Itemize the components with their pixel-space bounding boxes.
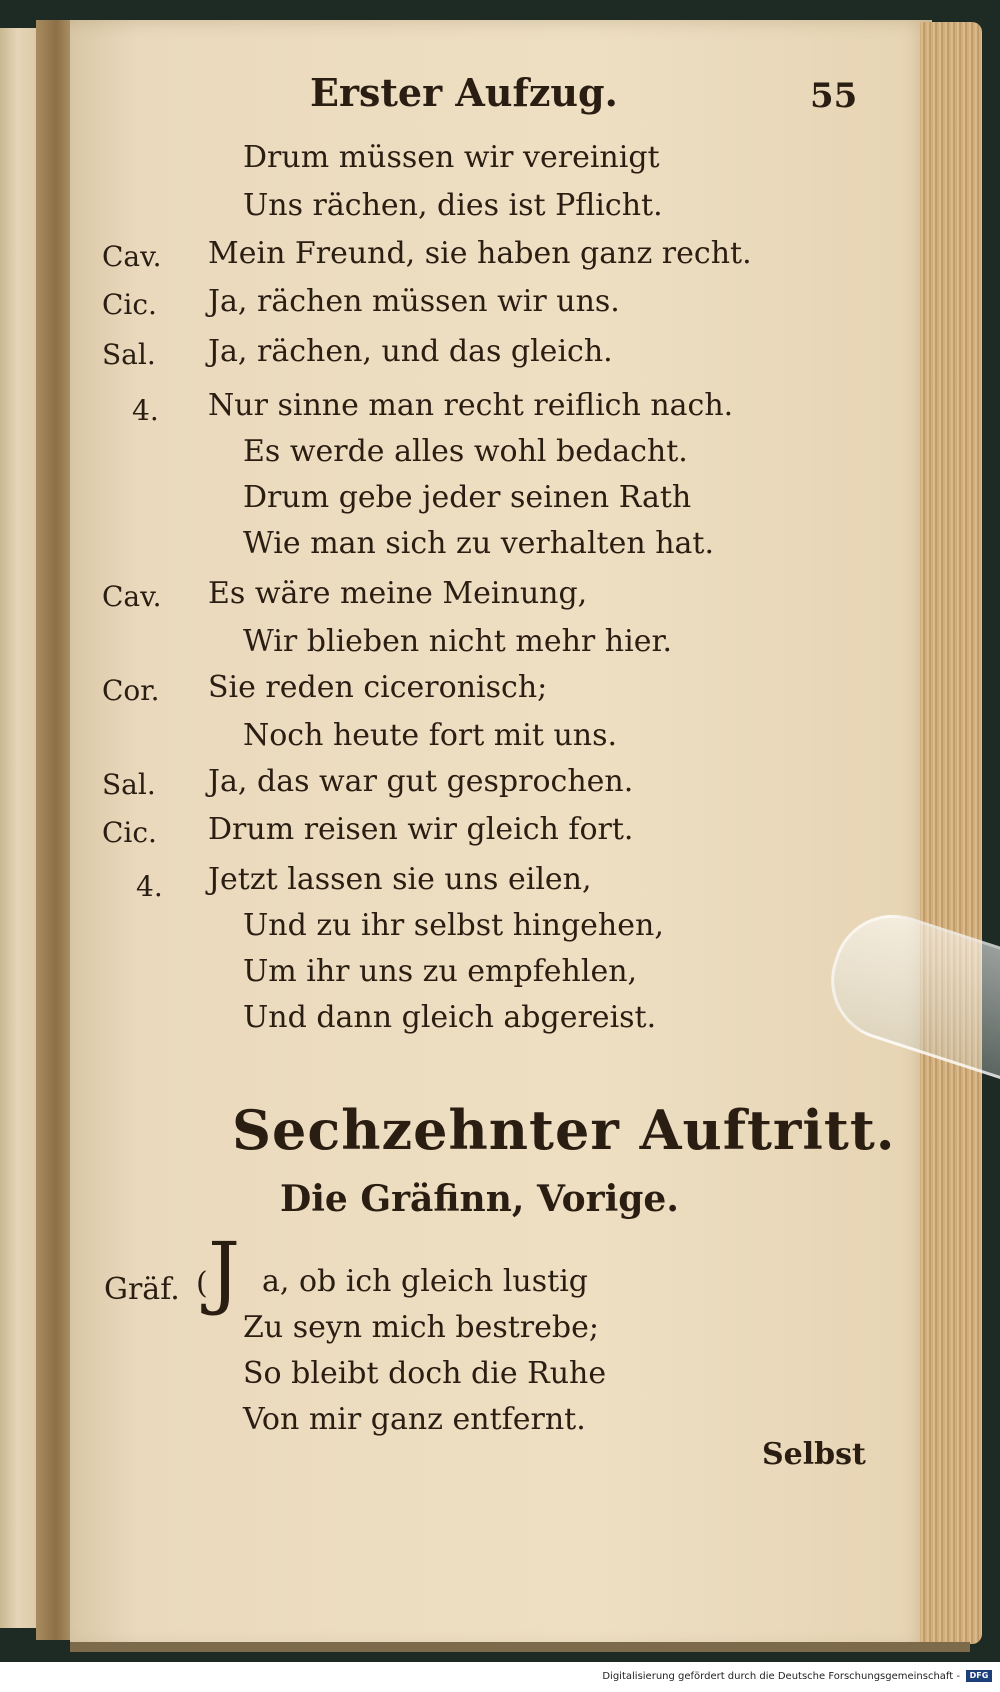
aria-line: Zu seyn mich bestrebe; xyxy=(243,1310,599,1345)
speaker-label: Cic. xyxy=(102,816,157,849)
page-fore-edge xyxy=(920,22,982,1644)
verse-line: Jetzt lassen sie uns eilen, xyxy=(208,862,592,897)
speaker-label: Sal. xyxy=(102,768,156,801)
digitization-credit: Digitalisierung gefördert durch die Deutsche Forschungsgemeinschaft - xyxy=(602,1671,960,1682)
verse-line: Um ihr uns zu empfehlen, xyxy=(243,954,638,989)
speaker-label: Cor. xyxy=(102,674,160,707)
verse-line: Es werde alles wohl bedacht. xyxy=(243,434,688,469)
verse-line: Drum reisen wir gleich fort. xyxy=(208,812,634,847)
verse-line: Und zu ihr selbst hingehen, xyxy=(243,908,664,943)
drop-cap: J xyxy=(208,1225,241,1318)
verse-line: Wir blieben nicht mehr hier. xyxy=(243,624,673,659)
verse-line: Drum müssen wir vereinigt xyxy=(243,140,660,175)
speaker-label: Cav. xyxy=(102,240,162,273)
verse-line: Es wäre meine Meinung, xyxy=(208,576,588,611)
aria-first-line: a, ob ich gleich lustig xyxy=(262,1264,588,1299)
speaker-label: Gräf. xyxy=(104,1272,180,1307)
verse-line: Ja, rächen müssen wir uns. xyxy=(208,284,620,319)
verse-line: Mein Freund, sie haben ganz recht. xyxy=(208,236,752,271)
verse-line: Nur sinne man recht reiflich nach. xyxy=(208,388,734,423)
aria-line: Von mir ganz entfernt. xyxy=(243,1402,586,1437)
book-bottom-edge xyxy=(70,1642,970,1652)
section-subtitle: Die Gräfinn, Vorige. xyxy=(280,1178,679,1220)
catchword: Selbst xyxy=(762,1437,866,1472)
speaker-label: Cic. xyxy=(102,288,157,321)
speaker-label: 4. xyxy=(132,394,159,427)
verse-line: Ja, das war gut gesprochen. xyxy=(208,764,634,799)
verse-line: Uns rächen, dies ist Pflicht. xyxy=(243,188,663,223)
verse-line: Drum gebe jeder seinen Rath xyxy=(243,480,692,515)
verse-line: Und dann gleich abgereist. xyxy=(243,1000,657,1035)
page-number: 55 xyxy=(810,76,858,116)
aria-line: So bleibt doch die Ruhe xyxy=(243,1356,607,1391)
speaker-label: Sal. xyxy=(102,338,156,371)
verse-line: Sie reden ciceronisch; xyxy=(208,670,548,705)
speaker-label: Cav. xyxy=(102,580,162,613)
dfg-logo: DFG xyxy=(966,1670,992,1682)
speaker-label: 4. xyxy=(136,870,163,903)
running-title: Erster Aufzug. xyxy=(310,70,618,115)
verse-line: Noch heute fort mit uns. xyxy=(243,718,618,753)
paren-mark: ( xyxy=(196,1266,208,1301)
section-title: Sechzehnter Auftritt. xyxy=(232,1098,896,1162)
verse-line: Ja, rächen, und das gleich. xyxy=(208,334,613,369)
verse-line: Wie man sich zu verhalten hat. xyxy=(243,526,715,561)
